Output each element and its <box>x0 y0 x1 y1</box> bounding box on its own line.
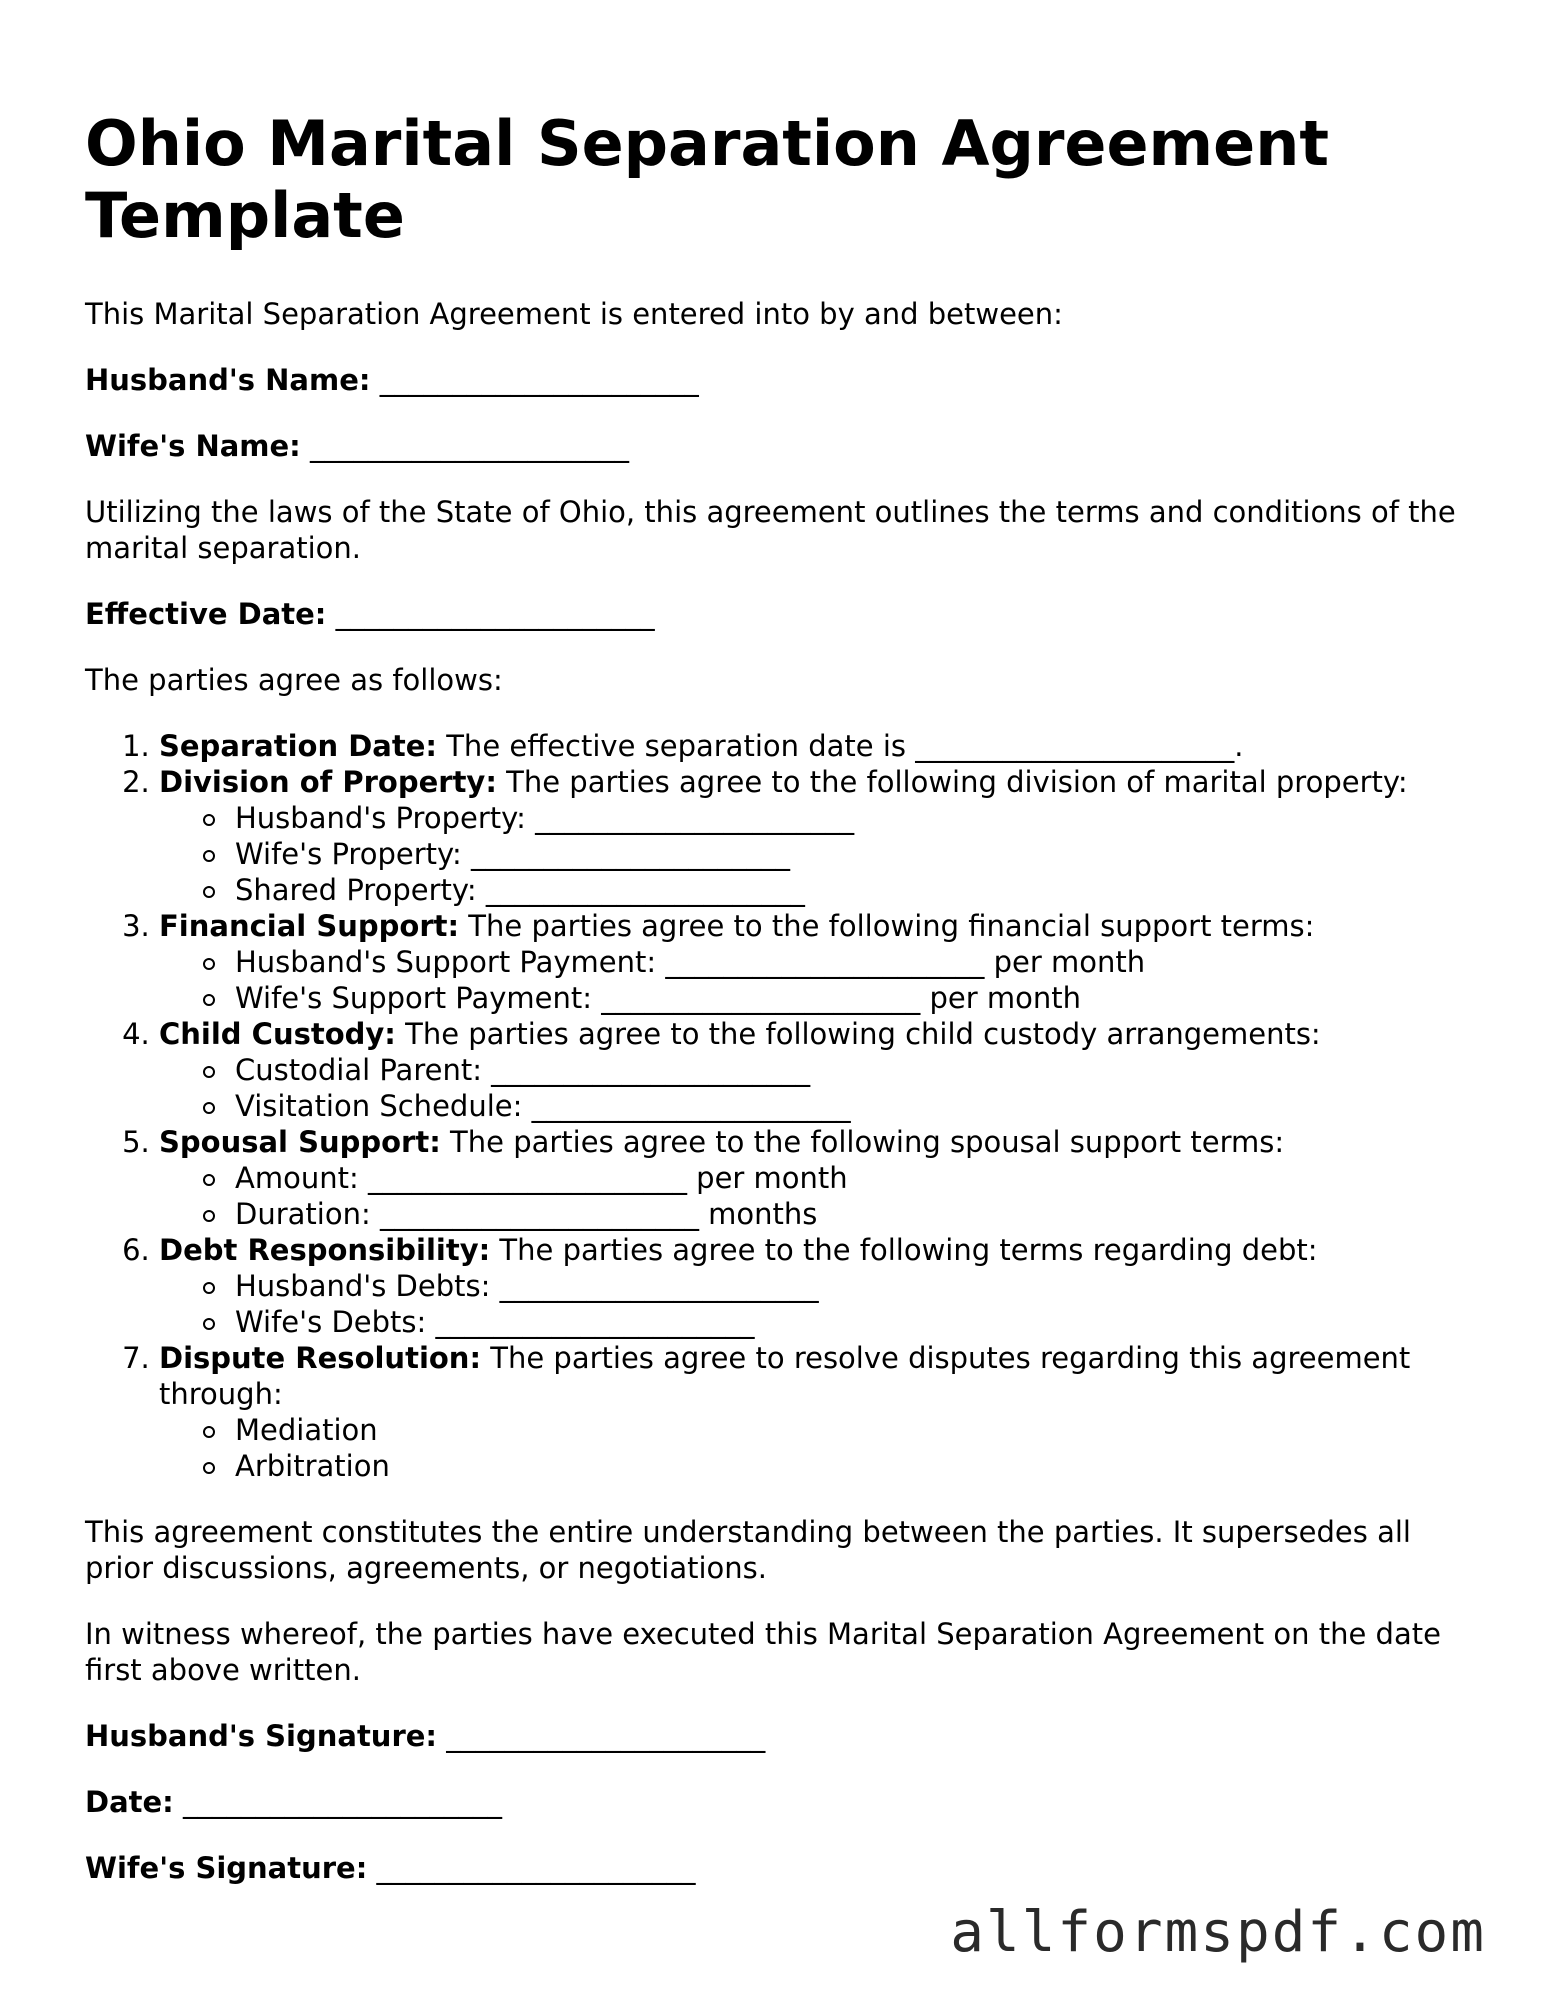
effective-date-blank: ______________________ <box>335 597 655 631</box>
sub-item: Husband's Property: ______________________ <box>235 800 1475 836</box>
sub-item: Husband's Support Payment: ______________________ per month <box>235 944 1475 980</box>
terms-list <box>85 728 1475 1484</box>
term-sublist <box>159 944 1475 1016</box>
term-text: The parties agree to the following division of marital property: <box>496 765 1408 799</box>
term-item <box>159 1340 1475 1484</box>
term-sublist <box>159 800 1475 908</box>
agree-intro: The parties agree as follows: <box>85 663 503 697</box>
effective-date-label: Effective Date: <box>85 597 327 631</box>
term-item <box>159 1016 1475 1124</box>
sub-item: Wife's Support Payment: ______________________ per month <box>235 980 1475 1016</box>
term-label: Spousal Support: <box>159 1125 441 1159</box>
wife-name-label: Wife's Name: <box>85 429 301 463</box>
term-label: Division of Property: <box>159 765 497 799</box>
term-text: The parties agree to the following spousal support terms: <box>440 1125 1285 1159</box>
term-item <box>159 1124 1475 1232</box>
signature-date-label: Date: <box>85 1785 174 1819</box>
site-watermark: allformspdf.com <box>950 1900 1486 1965</box>
term-text: The parties agree to the following child custody arrangements: <box>395 1017 1321 1051</box>
sub-item: Wife's Property: ______________________ <box>235 836 1475 872</box>
term-label: Financial Support: <box>159 909 460 943</box>
term-label: Separation Date: <box>159 729 437 763</box>
signature-date-field <box>85 1784 1475 1820</box>
term-text: The effective separation date is ______________________. <box>437 729 1244 763</box>
term-text: The parties agree to resolve disputes regarding this agreement through: <box>159 1341 1411 1411</box>
sub-item: Visitation Schedule: ______________________ <box>235 1088 1475 1124</box>
laws-paragraph: Utilizing the laws of the State of Ohio, this agreement outlines the terms and conditions of the marital separation. <box>85 495 1456 565</box>
term-sublist <box>159 1412 1475 1484</box>
sub-item: Shared Property: ______________________ <box>235 872 1475 908</box>
term-sublist <box>159 1160 1475 1232</box>
sub-item: Amount: ______________________ per month <box>235 1160 1475 1196</box>
term-text: The parties agree to the following financial support terms: <box>459 909 1315 943</box>
term-sublist <box>159 1052 1475 1124</box>
term-label: Child Custody: <box>159 1017 396 1051</box>
wife-name-field <box>85 428 1475 464</box>
term-sublist <box>159 1268 1475 1340</box>
sub-item: Husband's Debts: ______________________ <box>235 1268 1475 1304</box>
entire-understanding-paragraph: This agreement constitutes the entire understanding between the parties. It supersedes all prior discussions, agreements, or negotiations. <box>85 1515 1411 1585</box>
husband-signature-blank: ______________________ <box>446 1719 766 1753</box>
term-label: Debt Responsibility: <box>159 1233 491 1267</box>
wife-name-blank: ______________________ <box>310 429 629 463</box>
sub-item: Mediation <box>235 1412 1475 1448</box>
intro-paragraph: This Marital Separation Agreement is entered into by and between: <box>85 297 1063 331</box>
husband-name-blank: ______________________ <box>379 363 699 397</box>
term-label: Dispute Resolution: <box>159 1341 482 1375</box>
sub-item: Wife's Debts: ______________________ <box>235 1304 1475 1340</box>
husband-name-field <box>85 362 1475 398</box>
wife-signature-field <box>85 1850 1475 1886</box>
wife-signature-label: Wife's Signature: <box>85 1851 368 1885</box>
term-item <box>159 728 1475 764</box>
document-page <box>85 108 1475 1916</box>
signature-date-blank: ______________________ <box>183 1785 502 1819</box>
husband-signature-label: Husband's Signature: <box>85 1719 438 1753</box>
wife-signature-blank: ______________________ <box>376 1851 696 1885</box>
husband-name-label: Husband's Name: <box>85 363 371 397</box>
witness-paragraph: In witness whereof, the parties have executed this Marital Separation Agreement on the date first above written. <box>85 1617 1441 1687</box>
term-text: The parties agree to the following terms regarding debt: <box>490 1233 1318 1267</box>
document-title: Ohio Marital Separation Agreement Template <box>85 107 1329 252</box>
term-item <box>159 764 1475 908</box>
term-item <box>159 908 1475 1016</box>
husband-signature-field <box>85 1718 1475 1754</box>
term-item <box>159 1232 1475 1340</box>
sub-item: Duration: ______________________ months <box>235 1196 1475 1232</box>
sub-item: Custodial Parent: ______________________ <box>235 1052 1475 1088</box>
sub-item: Arbitration <box>235 1448 1475 1484</box>
effective-date-field <box>85 596 1475 632</box>
